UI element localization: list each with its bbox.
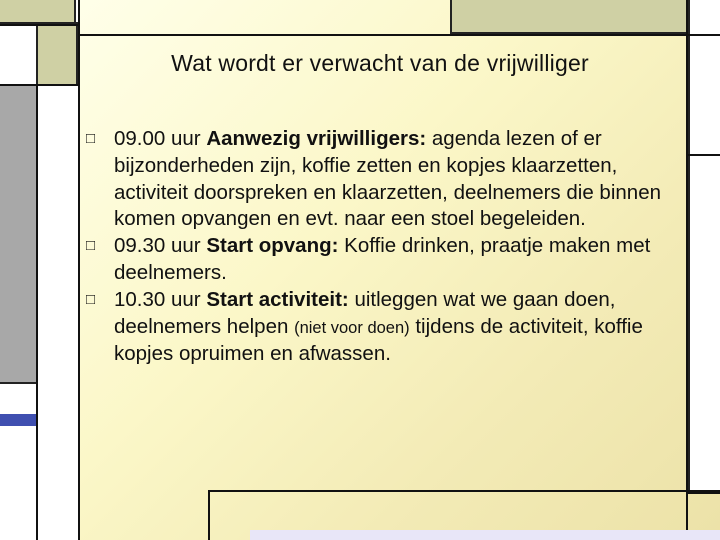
bullet-icon: □ — [86, 130, 96, 147]
item-description: Koffie drinken, praatje maken met deelnemers. — [114, 234, 651, 284]
item-note: (niet voor doen) — [294, 318, 410, 337]
bottom-lavender-strip — [250, 530, 720, 540]
frame-line-right — [686, 0, 688, 540]
item-time: 10.30 uur — [114, 287, 201, 311]
frame-line-bottom — [208, 490, 720, 492]
right-middle-cell — [688, 154, 720, 494]
bullet-icon: □ — [86, 290, 96, 308]
left-blue-accent — [0, 414, 36, 426]
left-gray-strip — [0, 84, 38, 384]
top-right-olive-block — [450, 0, 690, 34]
frame-line-left-mid — [0, 84, 80, 86]
list-item — [86, 287, 686, 368]
item-heading: Aanwezig vrijwilligers: — [206, 127, 427, 150]
frame-line-bottom-vertical — [208, 490, 210, 540]
right-top-cell — [688, 0, 720, 156]
list-item — [86, 233, 686, 287]
frame-line-left-inner — [36, 84, 38, 540]
bullet-icon: □ — [86, 237, 96, 255]
top-left-olive-block — [0, 0, 76, 24]
left-olive-block — [36, 22, 78, 86]
item-description: uitleggen wat we gaan doen, deelnemers helpen — [114, 287, 616, 338]
frame-line-right-low — [686, 492, 720, 494]
item-heading: Start activiteit: — [206, 287, 349, 311]
list-item-text — [114, 233, 686, 287]
slide-content — [86, 126, 686, 368]
frame-line-right-mid — [686, 154, 720, 156]
frame-line-top-left — [0, 24, 80, 26]
item-heading: Start opvang: — [206, 234, 339, 258]
list-item-text — [114, 126, 686, 233]
left-white-block — [0, 22, 38, 86]
list-item-text — [114, 287, 686, 368]
item-description: agenda lezen of er bijzonderheden zijn, koffie zetten en kopjes klaarzetten, activiteit doorspreken en klaarzetten, deelnemers die binnen komen opvangen en evt. naar een stoel begeleiden. — [114, 127, 661, 231]
frame-line-top — [78, 34, 720, 36]
slide-title: Wat wordt er verwacht van de vrijwilliger — [171, 50, 589, 76]
list-item — [86, 126, 686, 233]
frame-line-left — [78, 0, 80, 540]
item-time: 09.00 uur — [114, 127, 201, 150]
item-time: 09.30 uur — [114, 234, 201, 258]
item-description-continued: tijdens de activiteit, koffie kopjes opruimen en afwassen. — [114, 314, 643, 366]
